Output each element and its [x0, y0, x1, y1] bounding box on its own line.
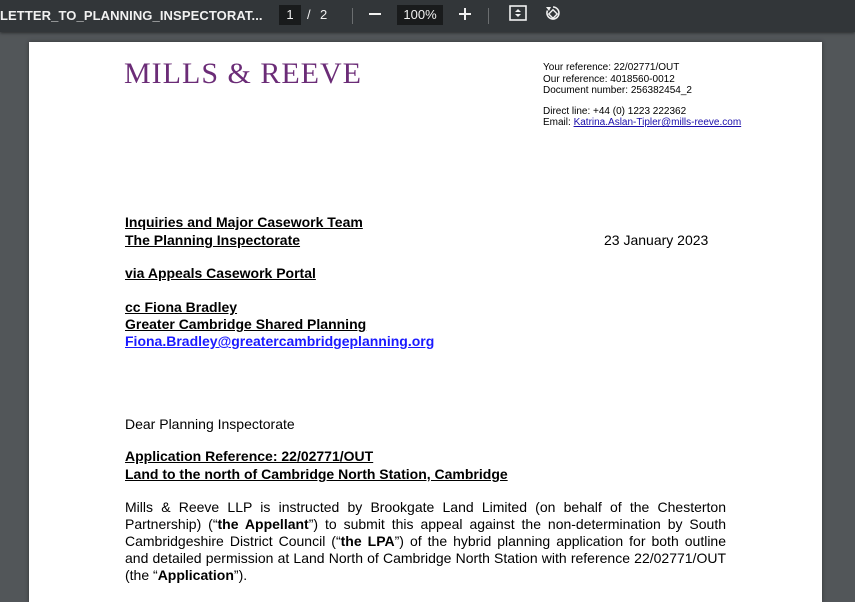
subject-line-2: Land to the north of Cambridge North Station, Cambridge: [125, 466, 508, 482]
pdf-page: [29, 42, 822, 602]
letter-date: 23 January 2023: [604, 232, 709, 248]
body-paragraph: Mills & Reeve LLP is instructed by Brookgate Land Limited (on behalf of the Chesterton Partnership) (“the Appellant”) to submit this appeal against the non-determination by South Cambridgeshire District Council (“the LPA”) of the hybrid planning application for both outline and detailed permission at Land North of Cambridge North Station with reference 22/02771/OUT (the “Application”).: [125, 499, 726, 583]
zoom-level-input[interactable]: 100%: [397, 5, 443, 25]
toolbar-divider: [352, 8, 353, 24]
subject-line-1: Application Reference: 22/02771/OUT: [125, 448, 374, 464]
document-number: Document number: 256382454_2: [543, 85, 692, 96]
bold-term: the LPA: [340, 533, 395, 549]
plus-icon: [458, 5, 472, 25]
fit-page-icon: [509, 5, 527, 25]
reference-block: [543, 62, 741, 129]
your-reference: Your reference: 22/02771/OUT: [543, 62, 680, 73]
salutation: Dear Planning Inspectorate: [125, 416, 295, 432]
cc-line-1: cc Fiona Bradley: [125, 299, 238, 315]
zoom-out-button[interactable]: [364, 4, 386, 26]
recipient-line-2: The Planning Inspectorate: [125, 232, 301, 248]
firm-logo: MILLS & REEVE: [124, 57, 362, 90]
recipient-line-1: Inquiries and Major Casework Team: [125, 214, 363, 230]
via-line: via Appeals Casework Portal: [125, 265, 316, 281]
cc-email-link[interactable]: Fiona.Bradley@greatercambridgeplanning.org: [125, 333, 435, 349]
toolbar-divider: [488, 8, 489, 24]
sender-email-link[interactable]: Katrina.Aslan-Tipler@mills-reeve.com: [573, 117, 742, 128]
current-page-input[interactable]: 1: [279, 5, 301, 25]
email-line: [543, 117, 741, 129]
minus-icon: [368, 5, 382, 25]
page-separator: /: [307, 7, 311, 22]
zoom-in-button[interactable]: [454, 4, 476, 26]
email-label: Email:: [543, 117, 574, 128]
bold-term: the Appellant: [217, 516, 309, 532]
rotate-icon: [544, 6, 562, 26]
direct-line: Direct line: +44 (0) 1223 222362: [543, 105, 687, 117]
our-reference: Our reference: 4018560-0012: [543, 73, 675, 85]
rotate-button[interactable]: [542, 4, 564, 26]
fit-to-page-button[interactable]: [507, 4, 529, 26]
bold-term: Application: [157, 567, 234, 583]
cc-line-2: Greater Cambridge Shared Planning: [125, 316, 367, 332]
total-pages: 2: [320, 7, 328, 22]
document-title: LETTER_TO_PLANNING_INSPECTORAT...: [0, 8, 263, 23]
pdf-toolbar: [0, 0, 855, 32]
